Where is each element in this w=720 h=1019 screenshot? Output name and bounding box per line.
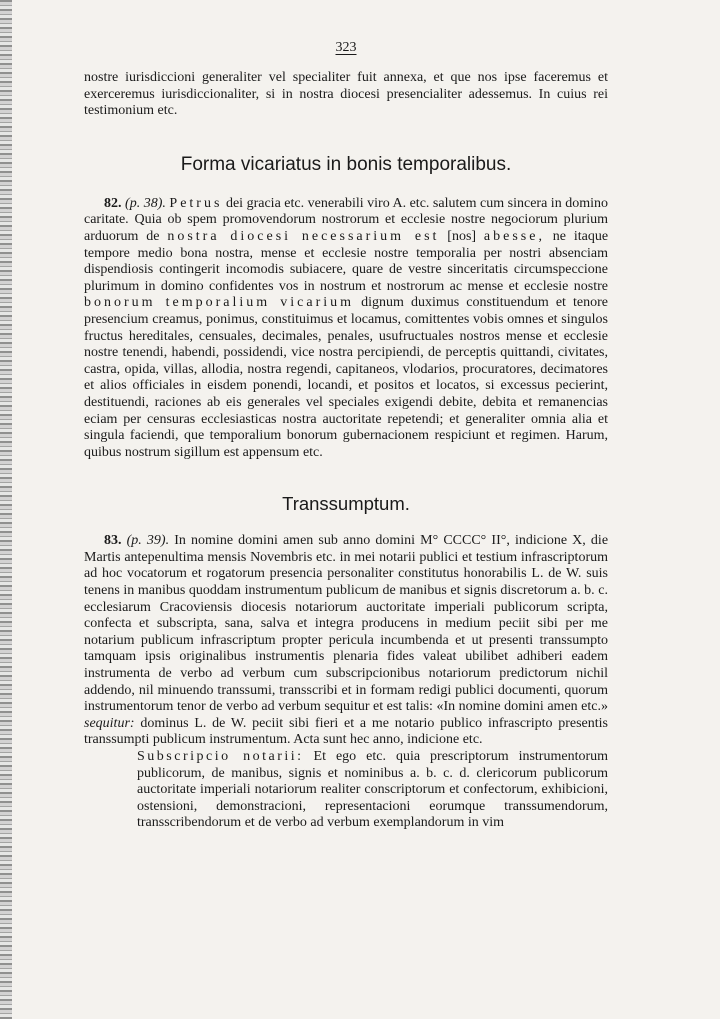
entry-number: 83. [104,533,122,549]
subscription-paragraph [84,749,608,832]
text-segment: ne itaque tempore medio bona nostra, mense et ecclesie nostre temporalia per nostri absenciam dispendiosis contingerit incomodis subiacere, quare de vestre sinceritatis circumspeccione plurimum in domino confidentes vos in nostrum et nostrorum ac mense et ecclesie nostre [84,228,609,294]
italic-text: sequitur: [84,715,135,731]
spaced-label: Subscripcio notarii: [137,749,304,764]
scan-edge [0,0,12,1019]
paragraph-83 [84,533,608,749]
text-segment: dei gracia etc. venerabili viro A. etc. salutem cum sincera in domino caritate. Quia ob spem promovendorum nostrorum et ecclesie nostre negociorum plurium arduorum de [84,195,609,244]
section-heading-vicariatus: Forma vicariatus in bonis temporalibus. [180,153,512,175]
spaced-text: abesse, [483,228,545,244]
text-segment: Et ego etc. quia prescriptorum instrumentorum publicorum, de manibus, signis et nominibus a. b. c. d. clericorum publicorum auctoritate imperiali notariorum realiter conscriptorum et confectorum, exhibicioni, ostensioni, demonstracioni, representacioni eorumque transsumendorum, transscribendorum et de verbo ad verbum exemplandorum in vim [137,749,609,831]
entry-number: 82. [104,195,122,211]
paragraph-82 [84,196,608,462]
page-reference: (p. 39). [126,533,170,549]
spaced-text: bonorum temporalium vicarium [84,295,355,311]
text-segment: dignum duximus constituendum et tenore presencium creamus, ponimus, constituimus et locamus, comittentes vobis omnes et singulos fructus hereditales, censuales, decimales, penales, usufructuales nostros mense et ecclesie nostre tenendi, habendi, possidendi, vice nostra percipiendi, de perceptis quittandi, civitates, castra, opida, villas, allodia, nostra regendi, capitaneos, vlodarios, procuratores, decimatores et alios officiales in eisdem ponendi, locandi, et positos et locatos, si excessus pecierint, destituendi, raciones ab eis generales vel speciales exigendi debite, debita et remanencias eciam per censuras ecclesiasticas nostra auctoritate repetendi; et generaliter omnia alia et singula faciendi, que temporalium bonorum gubernacionem respiciunt et regimen. Harum, quibus nostrum sigillum est appensum etc. [84,295,608,460]
section-heading-transsumptum: Transsumptum. [282,493,410,515]
spaced-text: nostra diocesi necessarium est [167,228,440,244]
page-reference: (p. 38). [125,195,166,211]
text-segment: In nomine domini amen sub anno domini M° CCCC° II°, indicione X, die Martis antepenultima mensis Novembris etc. in mei notarii publici et testium infrascriptorum ad hoc vocatorum et rogatorum presencia personaliter constitutus honorabilis L. de W. suis tenens in manibus quoddam instrumentum publicum de manibus et signis discretorum a. b. c. ecclesiarum Cracoviensis diocesis notariorum auctoritate imperiali publicorum scripta, confecta et subscripta, sana, salva et integra producens in medium peciit sibi per me notarium publicum infrascriptum propter pericula incumbenda et ut presenti transsumpto tamquam ipsis originalibus instrumentis plenaria fides valeat ubilibet adhiberi eadem instrumenta de verbo ad verbum cum subscripcionibus notariorum predictorum nichil addendo, nil minuendo transsumi, transscribi et in formam redigi publici documenti, quorum instrumentorum tenor de verbo ad verbum sequitur et est talis: «In nomine domini amen etc.» [84,533,609,715]
document-page [84,40,608,832]
intro-paragraph: nostre iurisdiccioni generaliter vel specialiter fuit annexa, et que nos ipse faceremus et exerceremus iurisdiccionaliter, si in nostra diocesi presencialiter adessemus. In cuius rei testimonium etc. [84,70,608,119]
text-segment: [nos] [447,228,477,244]
text-segment: dominus L. de W. peciit sibi fieri et a me notario publico infrascripto presentis transsumpti publicum instrumentum. Acta sunt hec anno, indicione etc. [84,715,609,748]
spaced-name: Petrus [169,195,223,211]
page-number: 323 [335,40,357,55]
